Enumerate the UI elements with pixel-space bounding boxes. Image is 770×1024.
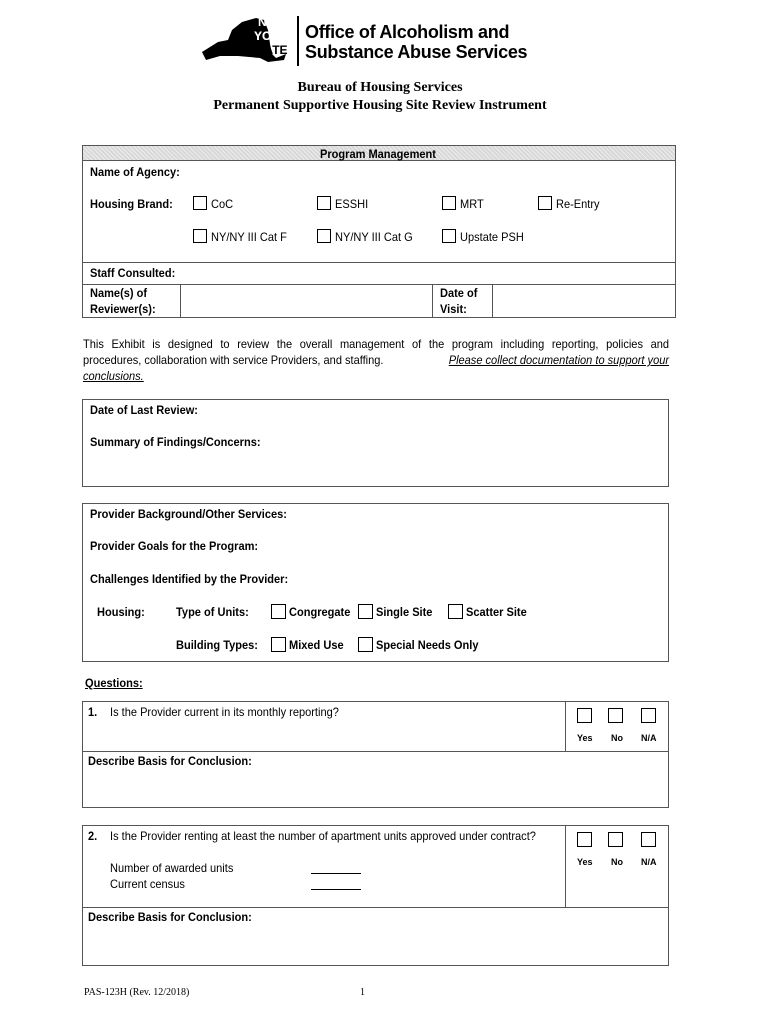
brand-reentry-label: Re-Entry [556,197,600,211]
housing-label: Housing: [97,605,145,619]
mixed-use-checkbox[interactable] [271,637,286,652]
question-1-no-checkbox[interactable] [608,708,623,723]
brand-upstate-psh-checkbox[interactable] [442,229,456,243]
date-of-visit-field[interactable] [493,285,675,317]
question-1-row-div [83,751,668,752]
question-1-basis-label: Describe Basis for Conclusion: [88,754,252,768]
question-1-col-div [565,701,566,751]
mixed-use-label: Mixed Use [289,638,344,652]
logo-word-york: YORK [254,29,289,43]
date-of-visit-label-line1: Date of [440,286,478,300]
brand-esshi-label: ESSHI [335,197,369,211]
question-2-no-checkbox[interactable] [608,832,623,847]
question-1-number: 1. [88,705,98,719]
brand-nyny-cat-f-checkbox[interactable] [193,229,207,243]
single-site-label: Single Site [376,605,433,619]
question-2-row-div [83,907,668,908]
question-1-text: Is the Provider current in its monthly reporting? [110,705,339,719]
question-2-no-label: No [611,857,623,867]
exhibit-line2 [83,352,669,368]
date-of-visit-label-line2: Visit: [440,302,467,316]
current-census-label: Current census [110,877,185,891]
question-2-number: 2. [88,829,98,843]
exhibit-line1: This Exhibit is designed to review the overall management of the program including reporting, policies and [83,337,670,351]
date-of-last-review-label: Date of Last Review: [90,403,198,417]
question-2-text: Is the Provider renting at least the number of apartment units approved under contract? [110,829,536,843]
type-of-units-label: Type of Units: [176,605,249,619]
provider-goals-label: Provider Goals for the Program: [90,539,259,553]
brand-esshi-checkbox[interactable] [317,196,331,210]
single-site-checkbox[interactable] [358,604,373,619]
special-needs-only-label: Special Needs Only [376,638,479,652]
bureau-title: Bureau of Housing Services [297,80,463,95]
question-1-no-label: No [611,733,623,743]
awarded-units-label: Number of awarded units [110,861,234,875]
brand-mrt-label: MRT [460,197,484,211]
building-types-label: Building Types: [176,638,258,652]
question-2-yes-label: Yes [577,857,593,867]
logo-word-new: NEW [258,15,286,29]
housing-brand-label: Housing Brand: [90,197,173,211]
awarded-units-field[interactable] [311,873,361,874]
question-1-yes-label: Yes [577,733,593,743]
question-2-yes-checkbox[interactable] [577,832,592,847]
reviewers-field[interactable] [181,285,432,317]
exhibit-line2-italic: Please collect documentation to support your [448,353,670,367]
scatter-site-checkbox[interactable] [448,604,463,619]
brand-coc-checkbox[interactable] [193,196,207,210]
question-2-na-label: N/A [641,857,657,867]
summary-of-findings-label: Summary of Findings/Concerns: [90,435,261,449]
provider-challenges-label: Challenges Identified by the Provider: [90,572,289,586]
congregate-checkbox[interactable] [271,604,286,619]
question-1-na-checkbox[interactable] [641,708,656,723]
office-title-line2: Substance Abuse Services [305,42,528,62]
brand-upstate-psh-label: Upstate PSH [460,230,524,244]
scatter-site-label: Scatter Site [466,605,527,619]
questions-heading: Questions: [85,676,143,690]
staff-consulted-label: Staff Consulted: [90,266,176,280]
brand-reentry-checkbox[interactable] [538,196,552,210]
exhibit-line2-plain: procedures, collaboration with service Providers, and staffing. [83,353,384,367]
brand-nyny-cat-f-label: NY/NY III Cat F [211,230,287,244]
reviewers-label-line1: Name(s) of [90,286,148,300]
special-needs-only-checkbox[interactable] [358,637,373,652]
question-1-na-label: N/A [641,733,657,743]
brand-nyny-cat-g-checkbox[interactable] [317,229,331,243]
logo-word-state: STATE [250,43,288,57]
brand-coc-label: CoC [211,197,234,211]
question-2-basis-label: Describe Basis for Conclusion: [88,910,252,924]
page-number: 1 [360,987,365,998]
question-1-yes-checkbox[interactable] [577,708,592,723]
brand-mrt-checkbox[interactable] [442,196,456,210]
reviewer-col-div2 [432,284,433,317]
form-id: PAS-123H (Rev. 12/2018) [84,987,190,998]
exhibit-paragraph [83,336,669,384]
logo-divider [297,16,299,66]
name-of-agency-label: Name of Agency: [90,165,180,179]
question-2-na-checkbox[interactable] [641,832,656,847]
current-census-field[interactable] [311,889,361,890]
instrument-title: Permanent Supportive Housing Site Review Instrument [213,98,547,113]
staff-divider [83,262,675,263]
brand-nyny-cat-g-label: NY/NY III Cat G [335,230,413,244]
program-management-title: Program Management [320,147,436,161]
congregate-label: Congregate [289,605,351,619]
reviewers-label-line2: Reviewer(s): [90,302,156,316]
question-2-col-div [565,825,566,907]
exhibit-line3: conclusions. [83,369,144,383]
provider-background-label: Provider Background/Other Services: [90,507,287,521]
office-title-line1: Office of Alcoholism and [305,22,510,42]
